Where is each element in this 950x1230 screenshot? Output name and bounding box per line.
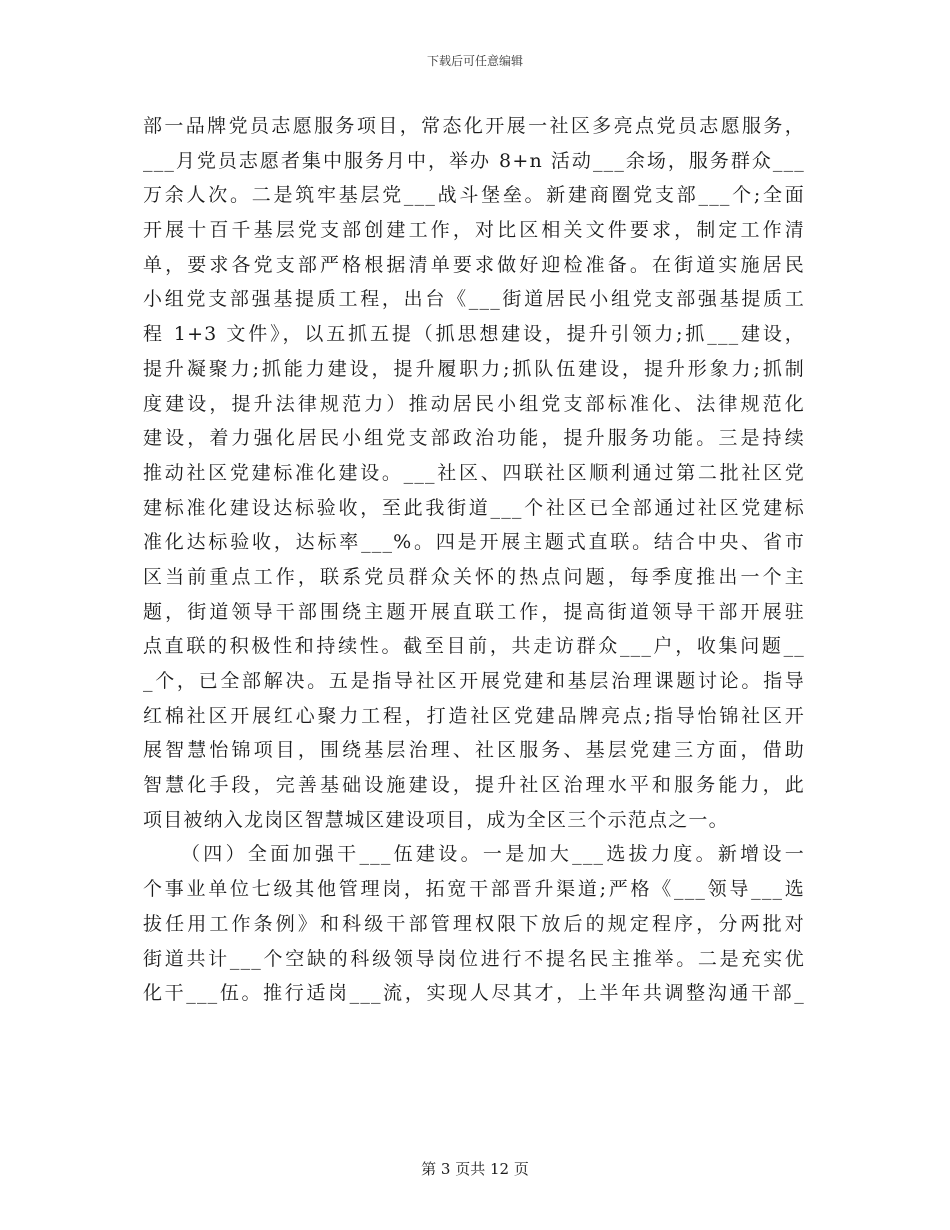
text-line: 个事业单位七级其他管理岗，拓宽干部晋升渠道;严格《___领导___选 xyxy=(143,878,805,901)
text-line: 点直联的积极性和持续性。截至目前，共走访群众___户，收集问题__ xyxy=(143,635,805,658)
text-line: 智慧化手段，完善基础设施建设，提升社区治理水平和服务能力，此 xyxy=(143,774,805,797)
text-line: 推动社区党建标准化建设。___社区、四联社区顺利通过第二批社区党 xyxy=(143,461,805,484)
text-line: 提升凝聚力;抓能力建设，提升履职力;抓队伍建设，提升形象力;抓制 xyxy=(143,357,805,380)
page-footer: 第 3 页共 12 页 xyxy=(421,1160,529,1178)
text-line: 度建设，提升法律规范力）推动居民小组党支部标准化、法律规范化 xyxy=(143,392,805,415)
text-line: 开展十百千基层党支部创建工作，对比区相关文件要求，制定工作清 xyxy=(143,219,805,242)
text-line: 部一品牌党员志愿服务项目，常态化开展一社区多亮点党员志愿服务， xyxy=(143,115,805,137)
text-line: 化干___伍。推行适岗___流，实现人尽其才，上半年共调整沟通干部_ xyxy=(143,982,805,1005)
text-line: 单，要求各党支部严格根据清单要求做好迎检准备。在街道实施居民 xyxy=(143,253,805,276)
text-line: 准化达标验收，达标率___%。四是开展主题式直联。结合中央、省市 xyxy=(143,531,805,554)
text-line: 展智慧怡锦项目，围绕基层治理、社区服务、基层党建三方面，借助 xyxy=(143,739,805,762)
text-line: 红棉社区开展红心聚力工程，打造社区党建品牌亮点;指导怡锦社区开 xyxy=(143,704,805,727)
text-line: 拔任用工作条例》和科级干部管理权限下放后的规定程序，分两批对 xyxy=(143,912,805,935)
document-body xyxy=(143,109,805,1011)
text-line: （四）全面加强干___伍建设。一是加大___选拔力度。新增设一 xyxy=(181,843,805,866)
text-line: _个，已全部解决。五是指导社区开展党建和基层治理课题讨论。指导 xyxy=(143,670,805,692)
text-line: 程 1+3 文件》，以五抓五提（抓思想建设，提升引领力;抓___建设， xyxy=(143,323,805,346)
text-line: 建标准化建设达标验收，至此我街道___个社区已全部通过社区党建标 xyxy=(143,496,805,519)
text-line: 街道共计___个空缺的科级领导岗位进行不提名民主推举。二是充实优 xyxy=(143,947,805,970)
text-line: 小组党支部强基提质工程，出台《___街道居民小组党支部强基提质工 xyxy=(143,288,805,311)
text-line: 万余人次。二是筑牢基层党___战斗堡垒。新建商圈党支部___个;全面 xyxy=(143,184,805,207)
text-line: 建设，着力强化居民小组党支部政治功能，提升服务功能。三是持续 xyxy=(143,427,805,450)
text-line: ___月党员志愿者集中服务月中，举办 8+n 活动___余场，服务群众___ xyxy=(143,149,805,172)
text-line: 题，街道领导干部围绕主题开展直联工作，提高街道领导干部开展驻 xyxy=(143,600,805,623)
text-line: 区当前重点工作，联系党员群众关怀的热点问题，每季度推出一个主 xyxy=(143,565,805,588)
page-header: 下载后可任意编辑 xyxy=(426,54,523,68)
text-line: 项目被纳入龙岗区智慧城区建设项目，成为全区三个示范点之一。 xyxy=(143,808,729,831)
